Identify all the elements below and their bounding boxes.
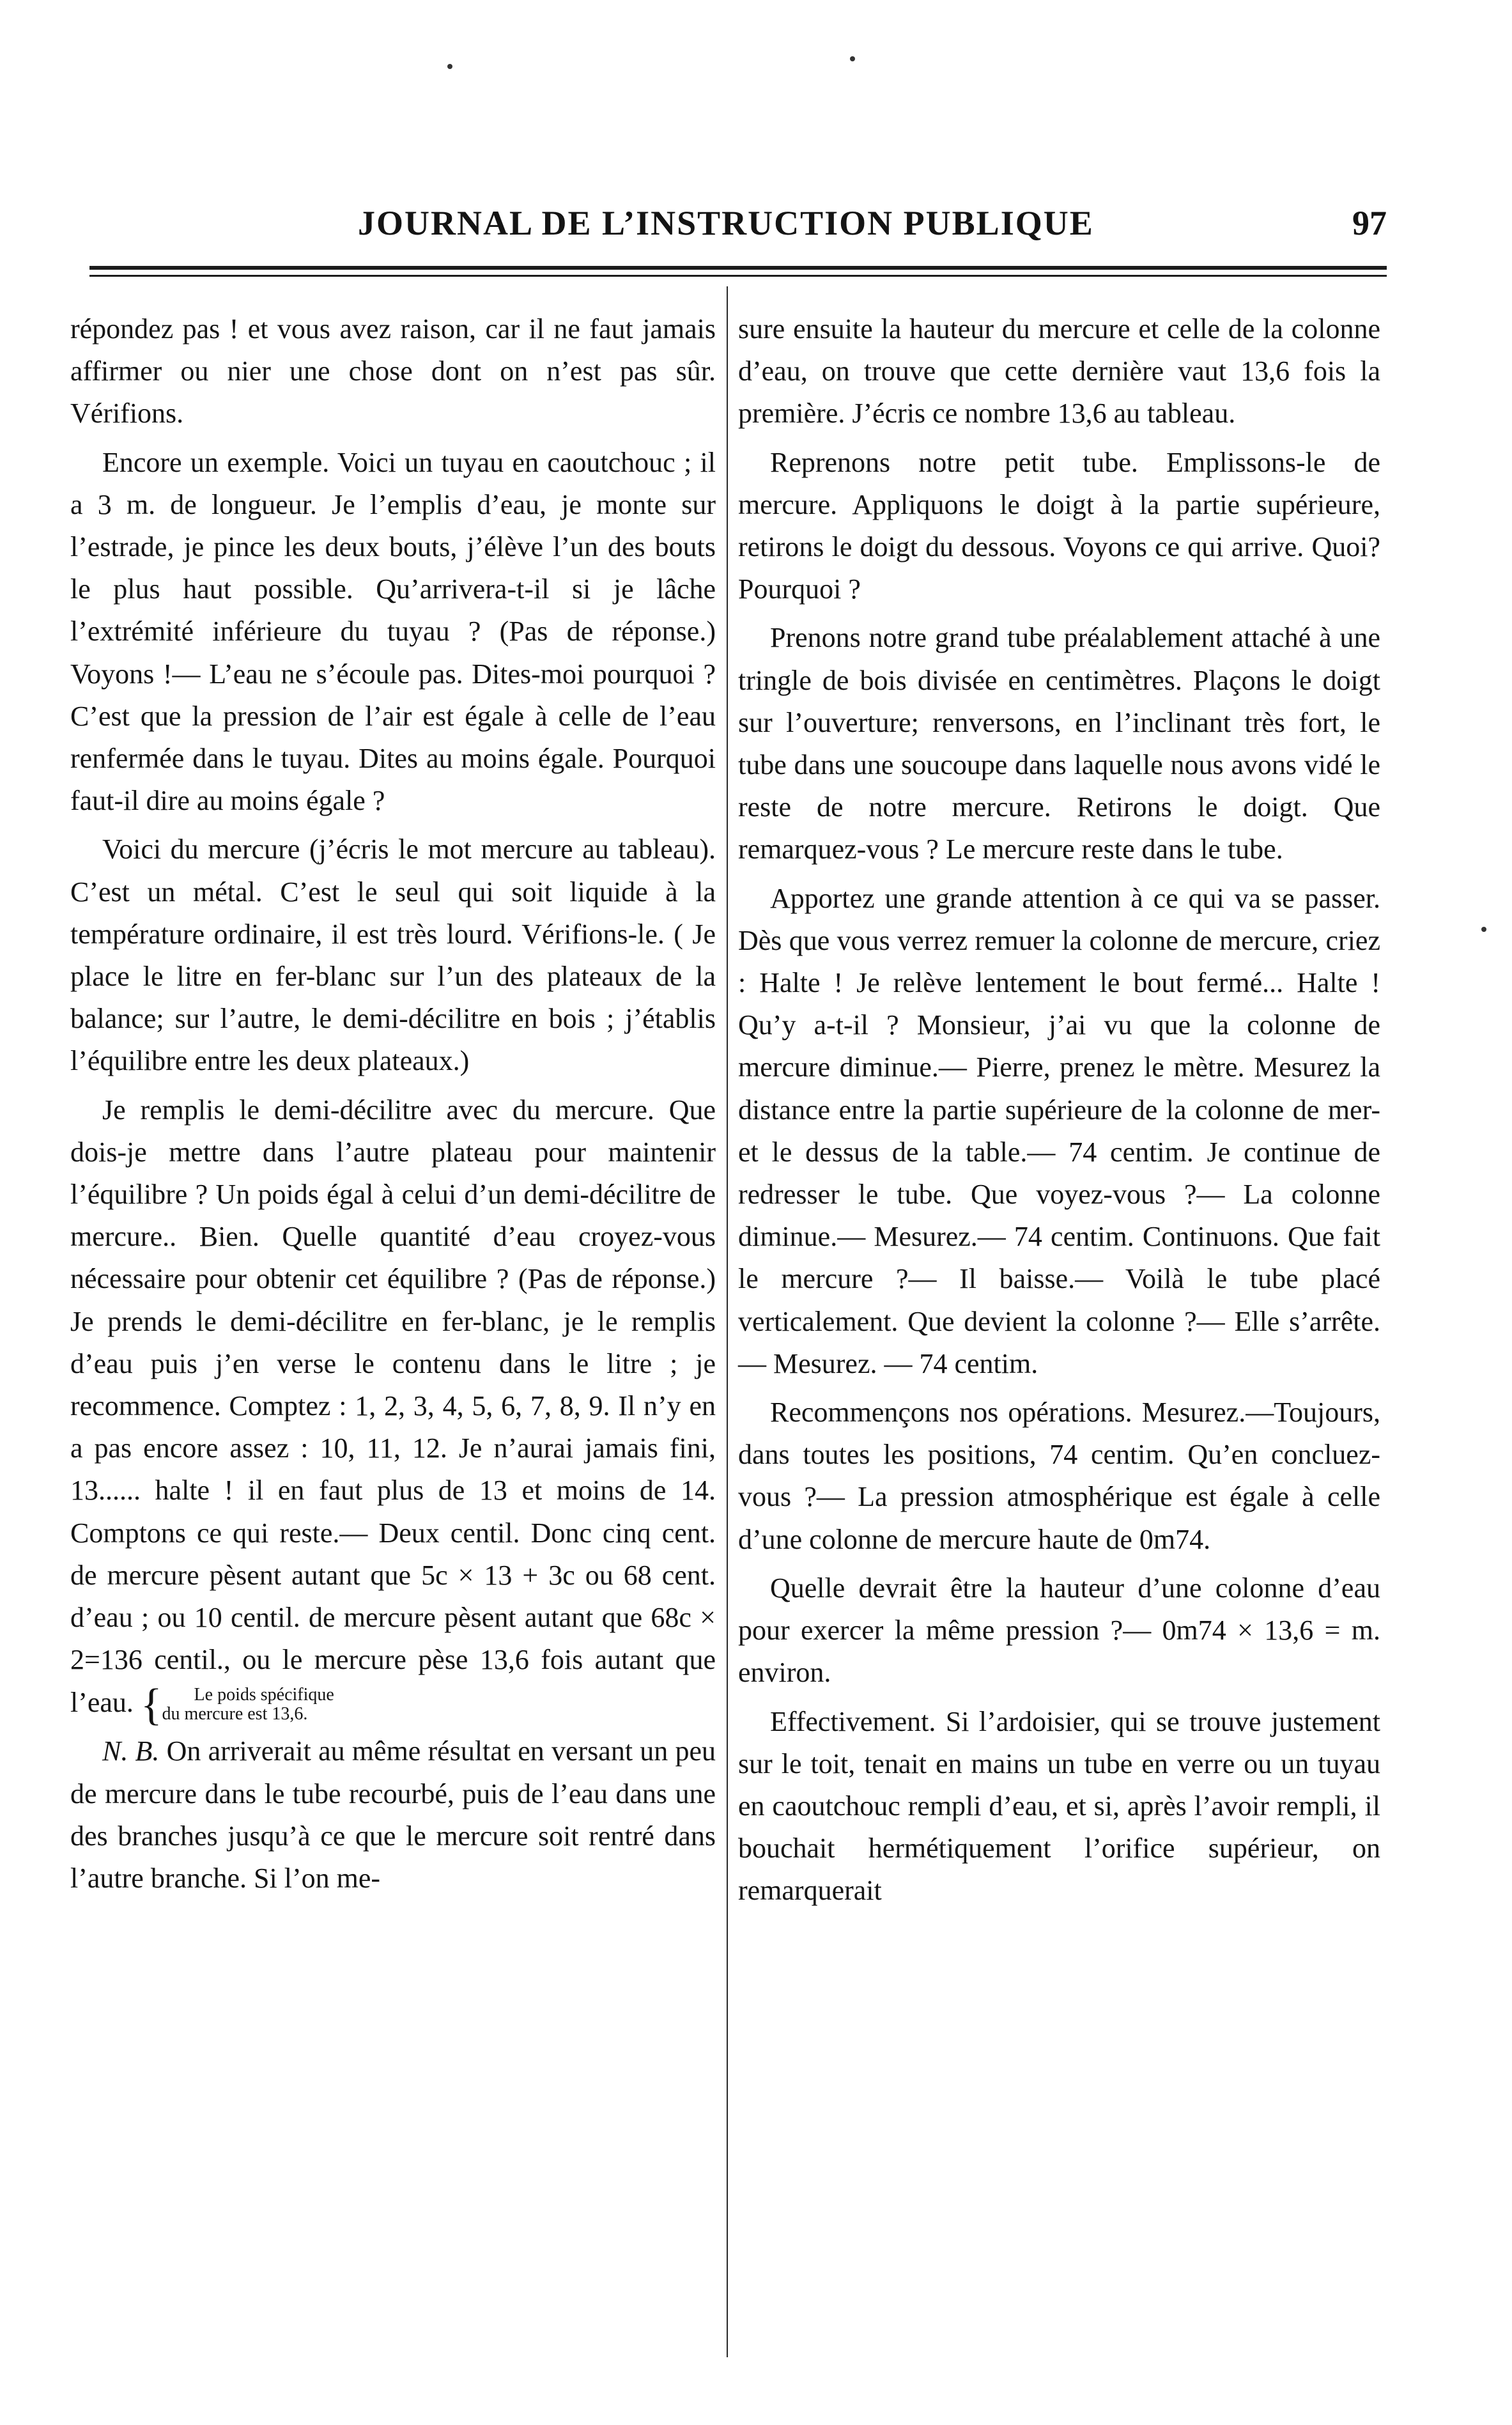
left-paragraph-2: Encore un exemple. Voici un tuyau en caoutchouc ; il a 3 m. de longueur. Je l’emplis d’eau, je monte sur l’estrade, je pince les deux bouts, j’élève l’un des bouts le plus haut possible. Qu’arrivera-t-il si je lâche l’extrémité inférieure du tuyau ? (Pas de réponse.) Voyons !— L’eau ne s’écoule pas. Dites-moi pourquoi ? C’est que la pression de l’air est égale à celle de l’eau renfermée dans le tuyau. Dites au moins égale. Pourquoi faut-il dire au moins égale ?	[70, 446, 716, 817]
left-paragraph-4	[70, 1089, 716, 1730]
running-title: JOURNAL DE L’INSTRUCTION PUBLIQUE	[358, 204, 1094, 242]
left-paragraph-1: répondez pas ! et vous avez raison, car il ne faut jamais affirmer ou nier une chose dont on n’est pas sûr. Vérifions.	[70, 313, 716, 430]
nb-label: N. B.	[102, 1735, 160, 1767]
header-rule-thick	[89, 266, 1387, 270]
header-rule-thin	[89, 275, 1387, 277]
left-paragraph-3: Voici du mercure (j’écris le mot mercure au tableau). C’est un métal. C’est le seul qui soit liquide à la température ordinaire, il est très lourd. Vérifions-le. ( Je place le litre en fer-blanc sur l’un des plateaux de la balance; sur l’autre, le demi-décilitre en bois ; j’établis l’équilibre entre les deux plateaux.)	[70, 833, 716, 1077]
running-header	[89, 203, 1387, 254]
right-paragraph-2: Reprenons notre petit tube. Emplissons-le de mercure. Appliquons le doigt à la partie supérieure, retirons le doigt du dessous. Voyons ce qui arrive. Quoi? Pourquoi ?	[738, 446, 1380, 605]
note-line-1: Le poids spécifique	[194, 1685, 334, 1705]
right-paragraph-7: Effectivement. Si l’ardoisier, qui se trouve justement sur le toit, tenait en mains un tube en verre ou un tuyau en caoutchouc rempli d’eau, et si, après l’avoir rempli, il bouchait hermétiquement l’orifice supérieur, on remarquerait	[738, 1705, 1380, 1907]
brace-glyph: {	[140, 1680, 162, 1730]
right-column	[738, 308, 1380, 1919]
left-paragraph-5	[70, 1730, 716, 1900]
right-paragraph-6: Quelle devrait être la hauteur d’une colonne d’eau pour exercer la même pression ?— 0m74 × 13,6 = m. environ.	[738, 1572, 1380, 1689]
column-divider	[727, 286, 728, 2357]
right-paragraph-1: sure ensuite la hauteur du mercure et celle de la colonne d’eau, on trouve que cette dernière vaut 13,6 fois la première. J’écris ce nombre 13,6 au tableau.	[738, 313, 1380, 430]
specific-weight-note	[162, 1685, 334, 1724]
left-paragraph-5-text: On arriverait au même résultat en versant un peu de mercure dans le tube recourbé, puis de l’eau dans une des branches jusqu’à ce que le mercure soit rentré dans l’autre branche. Si l’on me-	[70, 1735, 716, 1894]
print-speck	[447, 64, 452, 69]
right-paragraph-4: Apportez une grande attention à ce qui va se passer. Dès que vous verrez remuer la colonne de mercure, criez : Halte ! Je relève lentement le bout fermé... Halte ! Qu’y a-t-il ? Monsieur, j’ai vu que la colonne de mercure diminue.— Pierre, prenez le mètre. Mesurez la distance entre la partie supérieure de la colonne de mer- et le dessus de la table.— 74 centim. Je continue de redresser le tube. Que voyez-vous ?— La colonne diminue.— Mesurez.— 74 centim. Continuons. Que fait le mercure ?— Il baisse.— Voilà le tube placé verticalement. Que devient la colonne ?— Elle s’arrête.— Mesurez. — 74 centim.	[738, 882, 1380, 1379]
print-speck	[850, 56, 855, 61]
page-number: 97	[1352, 204, 1387, 242]
note-line-2: du mercure est 13,6.	[162, 1704, 308, 1724]
print-speck	[1481, 927, 1486, 932]
right-paragraph-3: Prenons notre grand tube préalablement attaché à une tringle de bois divisée en centimètres. Plaçons le doigt sur l’ouverture; renversons, en l’inclinant très fort, le tube dans une soucoupe dans laquelle nous avons vidé le reste de notre mercure. Retirons le doigt. Que remarquez-vous ? Le mercure reste dans le tube.	[738, 622, 1380, 865]
left-column	[70, 308, 716, 1906]
right-paragraph-5: Recommençons nos opérations. Mesurez.—Toujours, dans toutes les positions, 74 centim. Qu’en concluez-vous ?— La pression atmosphérique est égale à celle d’une colonne de mercure haute de 0m74.	[738, 1397, 1380, 1555]
left-paragraph-4-text: Je remplis le demi-décilitre avec du mercure. Que dois-je mettre dans l’autre plateau pour maintenir l’équilibre ? Un poids égal à celui d’un demi-décilitre de mercure.. Bien. Quelle quantité d’eau croyez-vous nécessaire pour obtenir cet équilibre ? (Pas de réponse.) Je prends le demi-décilitre en fer-blanc, je le remplis d’eau puis j’en verse le contenu dans le litre ; je recommence. Comptez : 1, 2, 3, 4, 5, 6, 7, 8, 9. Il n’y en a pas encore assez : 10, 11, 12. Je n’aurai jamais fini, 13...... halte ! il en faut plus de 13 et moins de 14. Comptons ce qui reste.— Deux centil. Donc cinq cent. de mercure pèsent autant que 5c × 13 + 3c ou 68 cent. d’eau ; ou 10 centil. de mercure pèsent autant que 68c × 2=136 centil., ou le mercure pèse 13,6 fois autant que l’eau.	[70, 1094, 716, 1718]
